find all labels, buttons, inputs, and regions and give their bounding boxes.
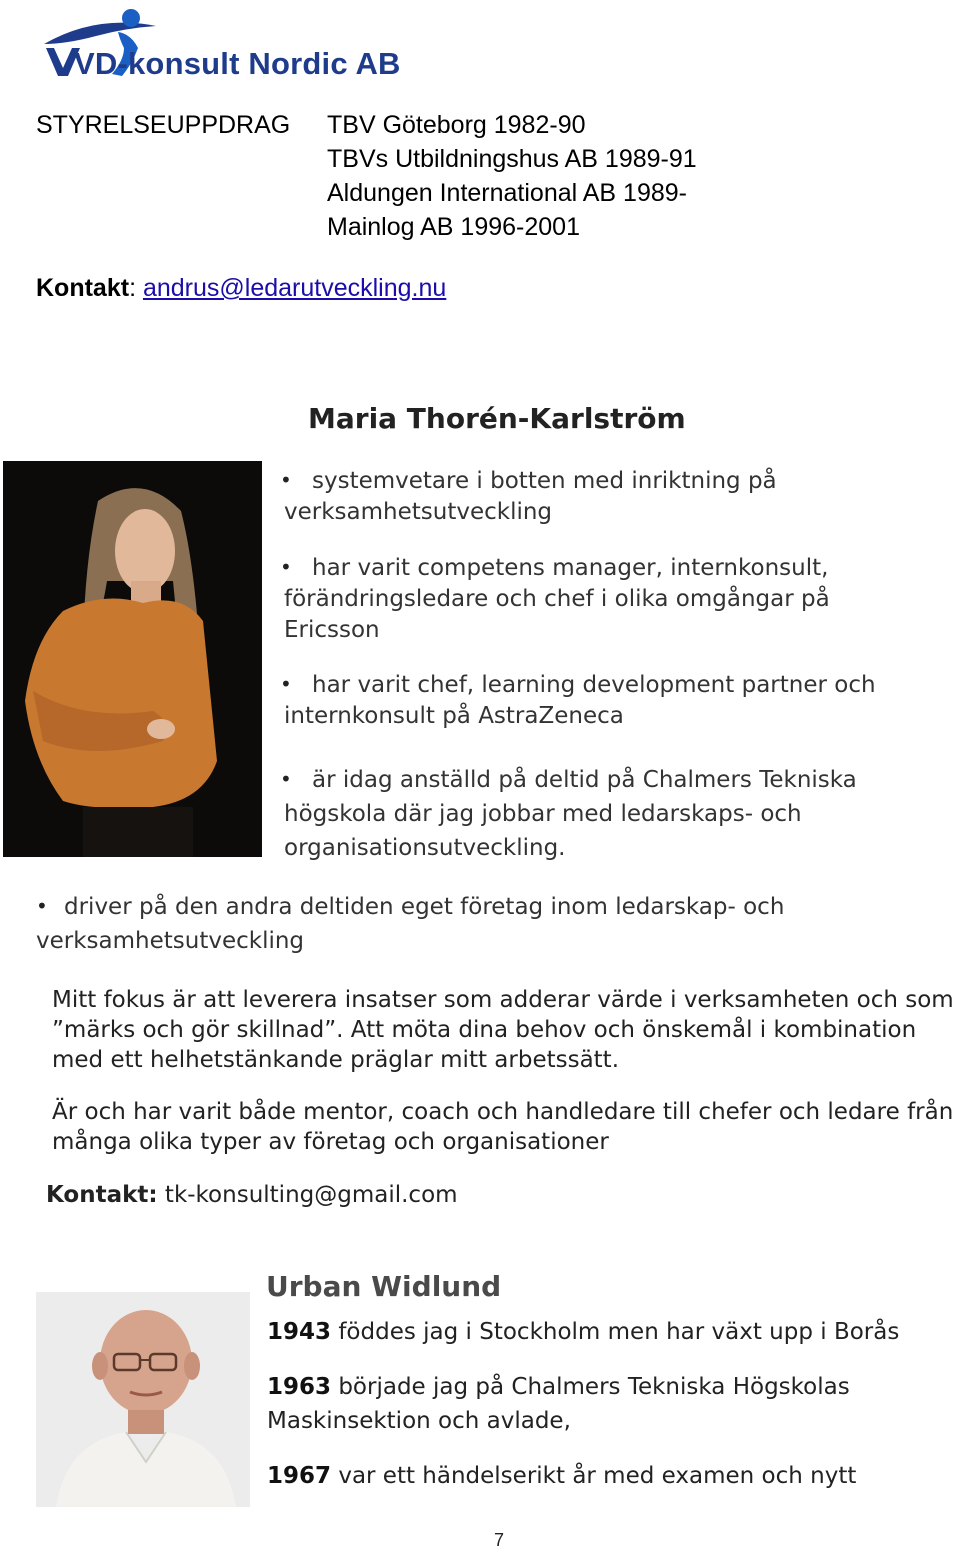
board-item: TBVs Utbildningshus AB 1989-91	[327, 145, 697, 173]
board-item: TBV Göteborg 1982-90	[327, 111, 586, 139]
bullet-item: • systemvetare i botten med inriktning på verksamhetsutveckling	[284, 466, 844, 528]
person-name-urban: Urban Widlund	[266, 1270, 502, 1303]
board-label: STYRELSEUPPDRAG	[36, 111, 291, 139]
timeline-entry: 1943 föddes jag i Stockholm men har växt upp i Borås	[267, 1319, 900, 1345]
bullet-item: • har varit chef, learning development partner och internkonsult på AstraZeneca	[284, 670, 944, 732]
contact-label: Kontakt:	[46, 1182, 158, 1208]
bullet-icon: •	[36, 894, 48, 918]
mentor-paragraph: Är och har varit både mentor, coach och handledare till chefer och ledare från många olika typer av företag och organisationer	[52, 1099, 954, 1155]
maria-portrait-photo	[3, 461, 262, 857]
bullet-icon: •	[280, 672, 292, 696]
timeline-entry: 1967 var ett händelserikt år med examen och nytt	[267, 1463, 857, 1489]
contact-email-link[interactable]: andrus@ledarutveckling.nu	[142, 274, 447, 302]
bullet-item: • har varit competens manager, internkonsult, förändringsledare och chef i olika omgångar på Ericsson	[284, 553, 884, 646]
logo-swoosh-icon	[44, 23, 156, 44]
contact-separator: :	[129, 274, 143, 302]
contact-line	[36, 274, 446, 303]
contact-line	[46, 1180, 458, 1210]
timeline-entry: 1963 började jag på Chalmers Tekniska Högskolas Maskinsektion och avlade,	[267, 1374, 850, 1434]
bullet-icon: •	[280, 468, 292, 492]
logo-head-icon	[122, 9, 140, 27]
timeline-year: 1943	[267, 1319, 332, 1345]
person-name-maria: Maria Thorén-Karlström	[308, 402, 686, 435]
contact-email: tk-konsulting@gmail.com	[164, 1182, 458, 1208]
contact-label: Kontakt	[36, 274, 130, 302]
urban-portrait-photo	[36, 1292, 250, 1507]
board-item: Mainlog AB 1996-2001	[327, 213, 580, 241]
timeline-year: 1967	[267, 1463, 332, 1489]
logo-text: VD-konsult Nordic AB	[74, 46, 401, 81]
bullet-icon: •	[280, 555, 292, 579]
focus-paragraph: Mitt fokus är att leverera insatser som adderar värde i verksamheten och som ”märks och gör skillnad”. Att möta dina behov och önskemål i kombination med ett helhetstänkande präglar mitt arbetssätt.	[52, 987, 954, 1073]
bullet-item: • är idag anställd på deltid på Chalmers Tekniska högskola där jag jobbar med ledarskaps- och organisationsutveckling.	[284, 763, 914, 865]
timeline-year: 1963	[267, 1374, 332, 1400]
board-item: Aldungen International AB 1989-	[327, 179, 687, 207]
bullet-item: • driver på den andra deltiden eget företag inom ledarskap- och verksamhetsutveckling	[36, 890, 866, 958]
bullet-icon: •	[280, 767, 292, 791]
page-number: 7	[494, 1530, 505, 1550]
